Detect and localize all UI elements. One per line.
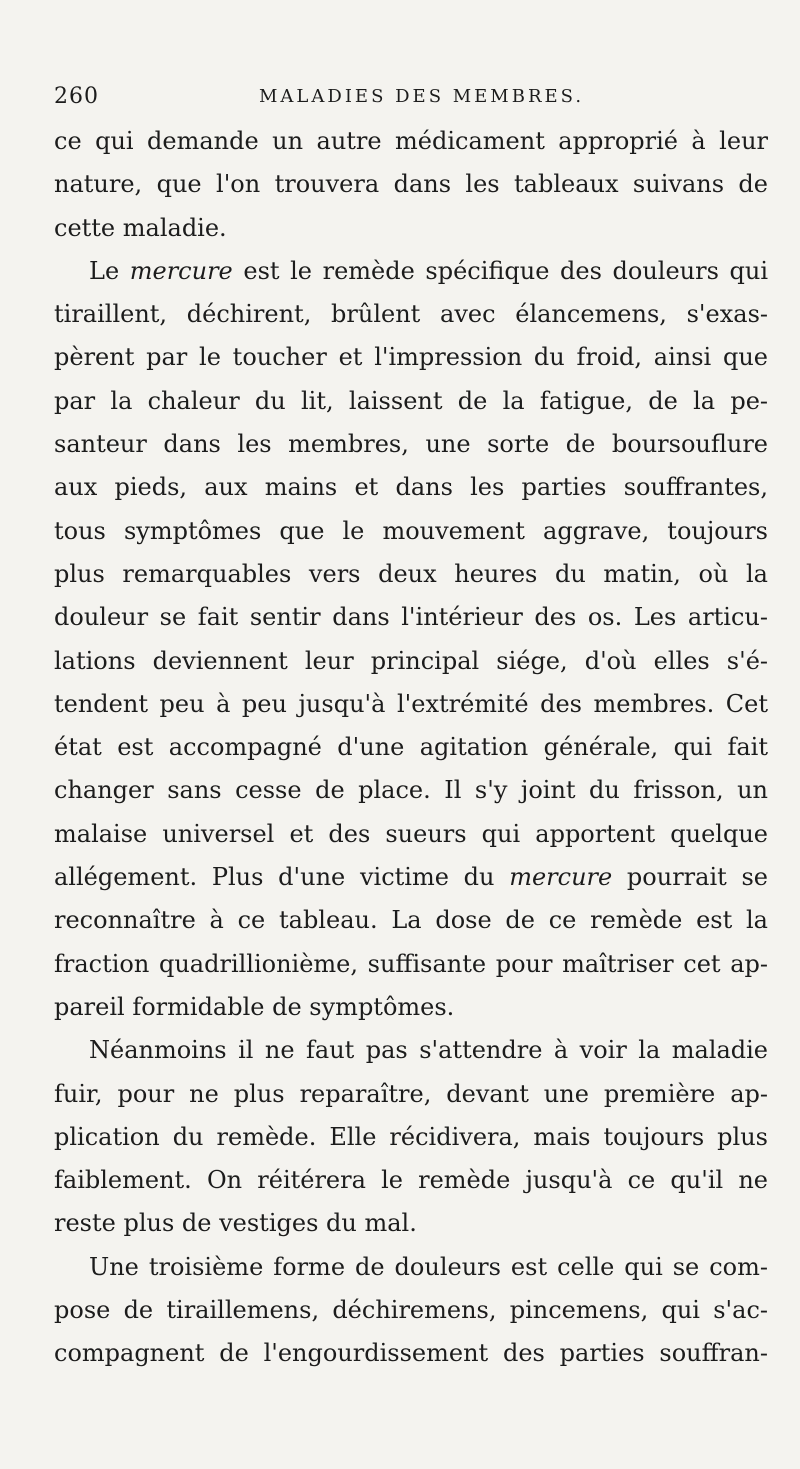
text-line: reste plus de vestiges du mal. [54,1209,417,1238]
text-line: cette maladie. [54,213,227,242]
paragraph [54,1029,768,1245]
paragraph [54,1246,768,1376]
running-title: MALADIES DES MEMBRES. [259,86,585,107]
text-line: ce qui demande un autre médicament approprié à leur [54,127,768,155]
text-line: pareil formidable de symptômes. [54,992,455,1021]
text-line: aux pieds, aux mains et dans les parties souffrantes, [54,473,768,502]
page-number: 260 [54,84,99,109]
text-line: par la chaleur du lit, laissent de la fatigue, de la pe- [54,386,768,415]
paragraph [54,120,768,250]
text-line: tous symptômes que le mouvement aggrave, toujours [54,516,768,545]
body-text [54,120,768,1376]
italic-term: mercure [509,863,613,892]
page-header [54,78,768,120]
text-line: compagnent de l'engourdissement des parties souffran- [54,1339,768,1368]
text-line: tiraillent, déchirent, brûlent avec élancemens, s'exas- [54,300,768,329]
italic-term: mercure [129,256,233,285]
text-line: faiblement. On réitérera le remède jusqu'à ce qu'il ne [54,1166,768,1195]
text-line: Une troisième forme de douleurs est celle qui se com- [89,1252,768,1281]
book-page [54,78,768,1376]
text-line: tendent peu à peu jusqu'à l'extrémité des membres. Cet [54,689,768,718]
text-line: plus remarquables vers deux heures du matin, où la [54,559,768,588]
text-line: santeur dans les membres, une sorte de boursouflure [54,430,768,459]
text-line: pose de tiraillemens, déchiremens, pincemens, qui s'ac- [54,1296,768,1325]
text-line: état est accompagné d'une agitation générale, qui fait [54,733,768,762]
text-line: fraction quadrillionième, suffisante pour maîtriser cet ap- [54,949,768,978]
text-line: nature, que l'on trouvera dans les tableaux suivans de [54,170,768,199]
text-line: allégement. Plus d'une victime du mercure pourrait se [54,863,769,892]
text-line: malaise universel et des sueurs qui apportent quelque [54,819,768,848]
text-line: lations deviennent leur principal siége, d'où elles s'é- [54,646,768,675]
text-line: Néanmoins il ne faut pas s'attendre à voir la maladie [89,1036,768,1065]
text-line: Le mercure est le remède spécifique des douleurs qui [89,256,768,285]
text-line: douleur se fait sentir dans l'intérieur des os. Les articu- [54,603,768,632]
text-line: pèrent par le toucher et l'impression du froid, ainsi que [54,343,768,372]
text-line: reconnaître à ce tableau. La dose de ce remède est la [54,906,768,935]
paragraph [54,250,768,1029]
text-line: plication du remède. Elle récidivera, mais toujours plus [54,1122,768,1151]
text-line: changer sans cesse de place. Il s'y joint du frisson, un [54,776,768,805]
text-line: fuir, pour ne plus reparaître, devant une première ap- [54,1079,768,1108]
